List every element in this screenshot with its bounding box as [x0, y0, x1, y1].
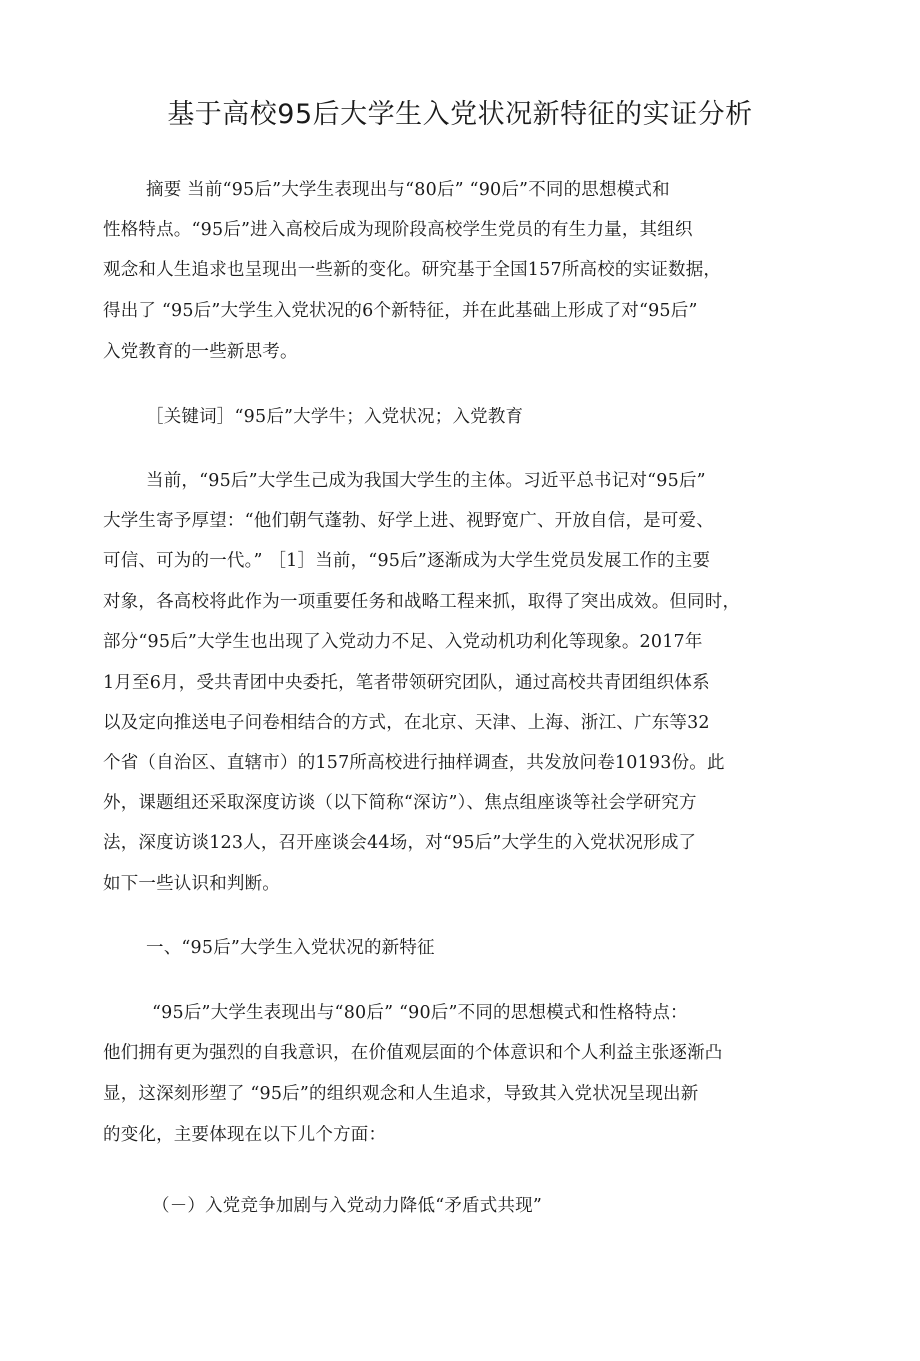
- section-heading: 一、“95后”大学生入党状况的新特征: [146, 938, 435, 958]
- abstract-line: 性格特点。“95后”进入高校后成为现阶段高校学生党员的有生力量，其组织: [103, 220, 693, 240]
- intro-line: 可信、可为的一代。” ［1］当前，“95后”逐渐成为大学生党员发展工作的主要: [103, 551, 711, 571]
- intro-line: 个省（自治区、直辖市）的157所高校进行抽样调查，共发放问卷10193份。此: [103, 753, 725, 773]
- intro-line: 法，深度访谈123人，召开座谈会44场，对“95后”大学生的入党状况形成了: [103, 833, 697, 853]
- section1-line: 他们拥有更为强烈的自我意识，在价值观层面的个体意识和个人利益主张逐渐凸: [103, 1043, 723, 1063]
- abstract-line: 得出了 “95后”大学生入党状况的6个新特征，并在此基础上形成了对“95后”: [103, 301, 698, 321]
- intro-line: 部分“95后”大学生也出现了入党动力不足、入党动机功利化等现象。2017年: [103, 632, 703, 652]
- section1-line: 的变化，主要体现在以下儿个方面：: [103, 1125, 387, 1145]
- intro-line: 当前，“95后”大学生己成为我国大学生的主体。习近平总书记对“95后”: [146, 471, 706, 491]
- abstract-line: 摘要 当前“95后”大学生表现出与“80后” “90后”不同的思想模式和: [146, 180, 670, 200]
- document-title: 基于高校95后大学生入党状况新特征的实证分析: [167, 99, 753, 130]
- intro-line: 外，课题组还采取深度访谈（以下简称“深访”）、焦点组座谈等社会学研究方: [103, 793, 697, 813]
- section1-line: “95后”大学生表现出与“80后” “90后”不同的思想模式和性格特点：: [152, 1003, 688, 1023]
- keywords-line: ［关键词］“95后”大学牛；入党状况；入党教育: [146, 407, 524, 427]
- intro-line: 如下一些认识和判断。: [103, 874, 280, 894]
- abstract-line: 观念和人生追求也呈现出一些新的变化。研究基于全国157所高校的实证数据，: [103, 260, 722, 280]
- abstract-line: 入党教育的一些新思考。: [103, 342, 298, 362]
- section1-line: 显，这深刻形塑了 “95后”的组织观念和人生追求，导致其入党状况呈现出新: [103, 1084, 699, 1104]
- intro-line: 对象，各高校将此作为一项重要任务和战略工程来抓，取得了突出成效。但同时，: [103, 592, 741, 612]
- intro-line: 1月至6月，受共青团中央委托，笔者带领研究团队，通过高校共青团组织体系: [103, 673, 710, 693]
- intro-line: 大学生寄予厚望：“他们朝气蓬勃、好学上进、视野宽广、开放自信，是可爱、: [103, 511, 714, 531]
- intro-line: 以及定向推送电子问卷相结合的方式，在北京、天津、上海、浙江、广东等32: [103, 713, 710, 733]
- subsection-heading: （－）入党竞争加剧与入党动力降低“矛盾式共现”: [152, 1196, 542, 1216]
